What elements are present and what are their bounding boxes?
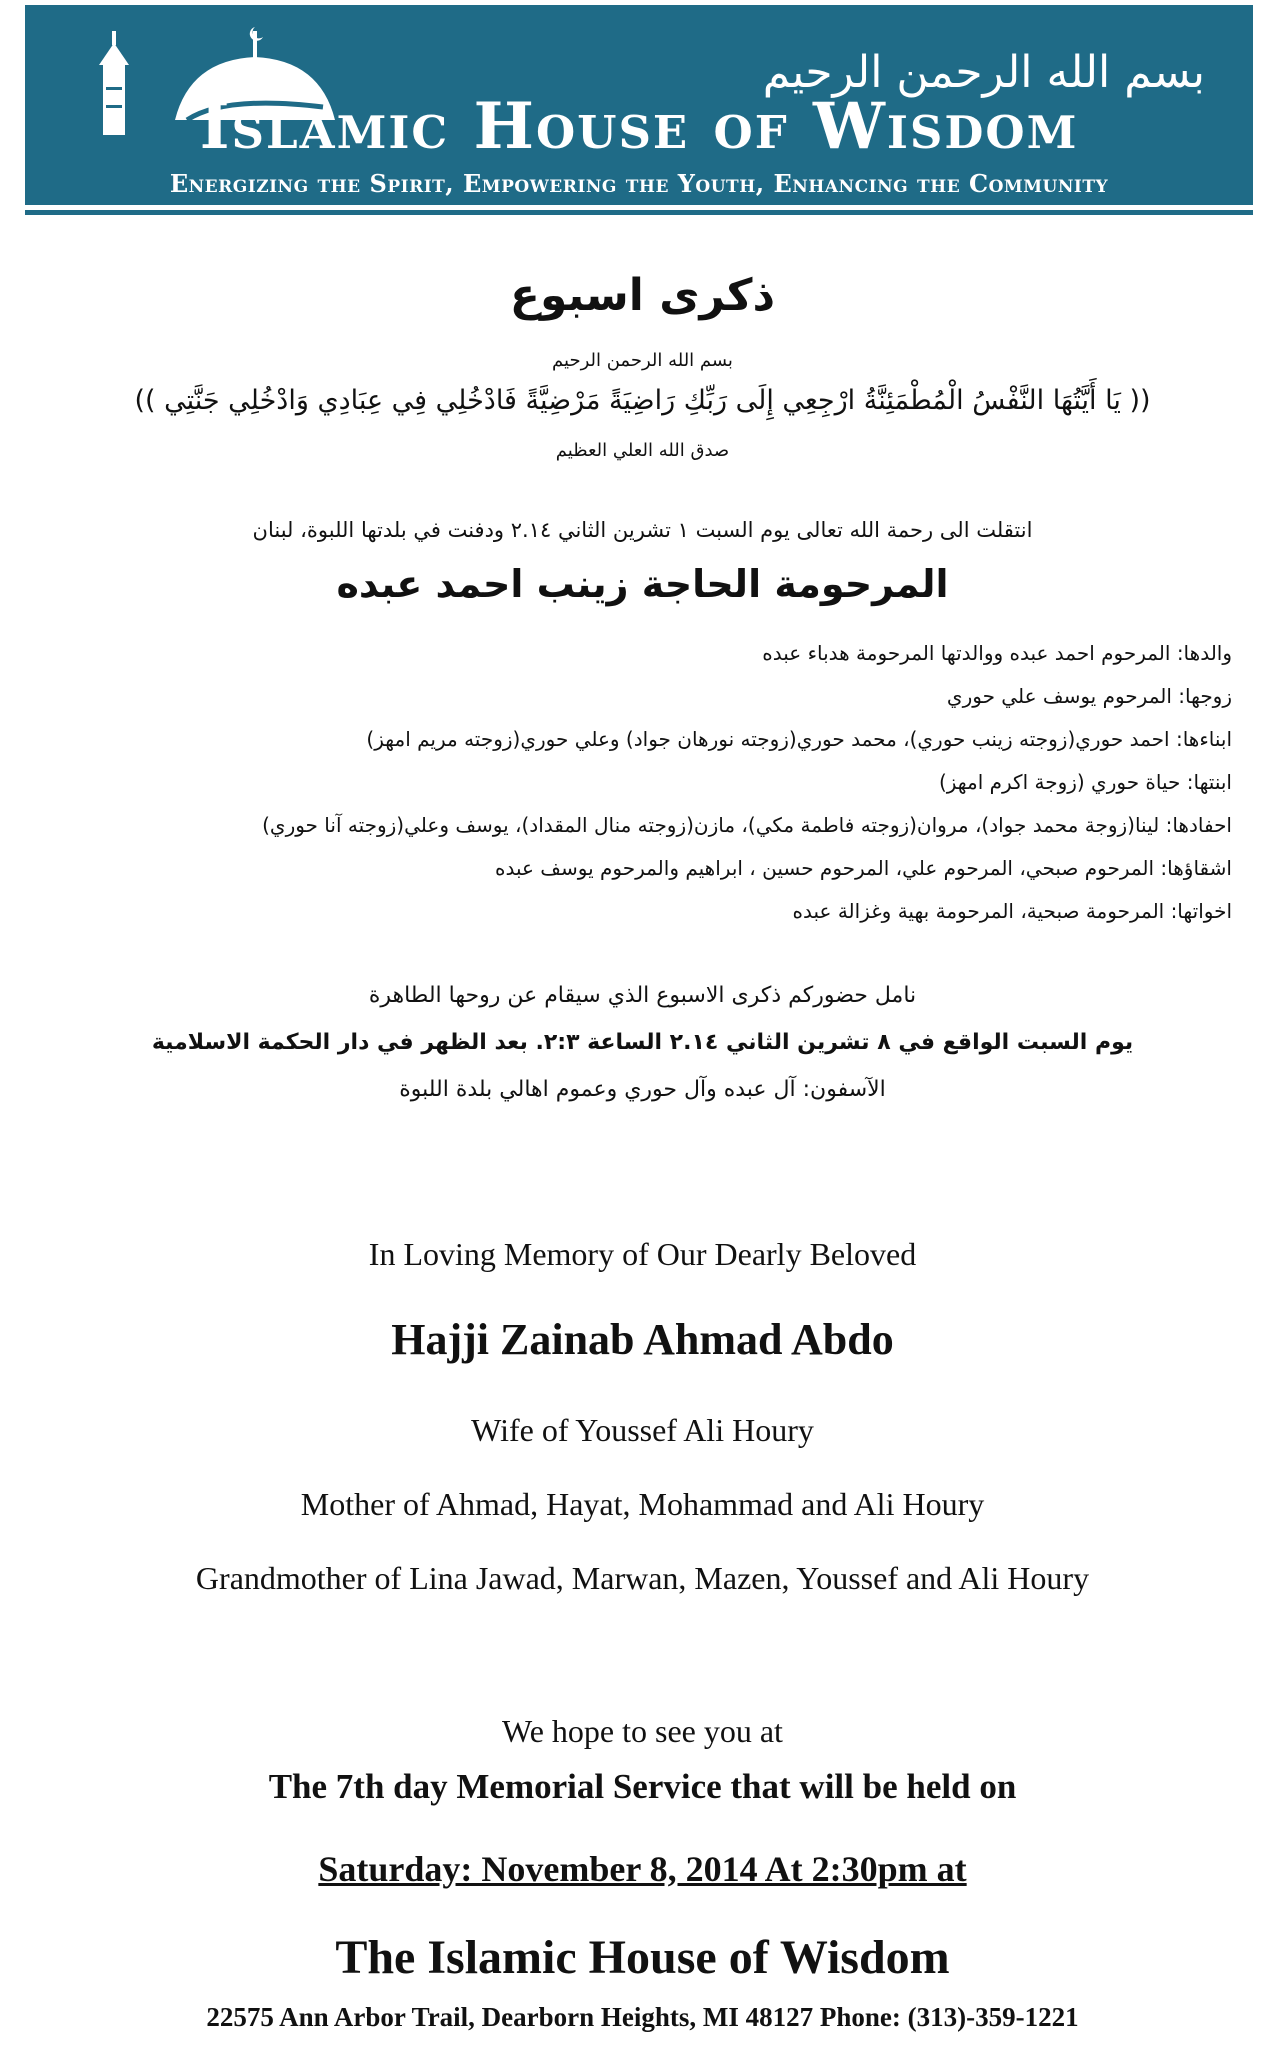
english-venue: The Islamic House of Wisdom xyxy=(335,1931,950,1984)
english-grandmother-of: Grandmother of Lina Jawad, Marwan, Mazen, Youssef and Ali Houry xyxy=(195,1560,1090,1596)
organization-tagline: Energizing the Spirit, Empowering the Youth, Enhancing the Community xyxy=(169,169,1109,198)
header-divider xyxy=(25,210,1253,215)
header-banner xyxy=(25,5,1253,205)
arabic-family-list xyxy=(170,632,1232,933)
family-daughter: ابنتها: حياة حوري (زوجة اكرم امهز) xyxy=(938,770,1232,794)
english-hope: We hope to see you at xyxy=(502,1713,783,1749)
family-parents: والدها: المرحوم احمد عبده ووالدتها المرحومة هدباء عبده xyxy=(762,641,1232,665)
arabic-invite: نامل حضوركم ذكرى الاسبوع الذي سيقام عن روحها الطاهرة xyxy=(368,983,917,1008)
english-address: 22575 Ann Arbor Trail, Dearborn Heights, MI 48127 Phone: (313)-359-1221 xyxy=(206,2002,1079,2032)
arabic-sadaq: صدق الله العلي العظيم xyxy=(555,440,730,461)
family-husband: زوجها: المرحوم يوسف علي حوري xyxy=(946,684,1232,708)
calligraphy-basmala: بسم الله الرحمن الرحيم xyxy=(762,47,1205,98)
english-deceased-name: Hajji Zainab Ahmad Abdo xyxy=(391,1315,894,1364)
english-in-memory: In Loving Memory of Our Dearly Beloved xyxy=(368,1236,917,1272)
arabic-deceased-name: المرحومة الحاجة زينب احمد عبده xyxy=(336,562,949,606)
family-sisters: اخواتها: المرحومة صبحية، المرحومة بهية وغزالة عبده xyxy=(792,899,1232,923)
arabic-mourners: الآسفون: آل عبده وآل حوري وعموم اهالي بلدة اللبوة xyxy=(399,1077,886,1102)
arabic-basmala: بسم الله الرحمن الرحيم xyxy=(552,350,733,371)
family-grandchildren: احفادها: لينا(زوجة محمد جواد)، مروان(زوجته فاطمة مكي)، مازن(زوجته منال المقداد)، يوسف وعلي(زوجته آنا حوري) xyxy=(262,813,1232,837)
arabic-verse: (( يَا أَيَّتُهَا النَّفْسُ الْمُطْمَئِنَّةُ ارْجِعِي إِلَى رَبِّكِ رَاضِيَةً مَرْضِيَّةً فَادْخُلِي فِي عِبَادِي وَادْخُلِي جَنَّتِي )) xyxy=(134,385,1151,416)
english-service: The 7th day Memorial Service that will be held on xyxy=(268,1767,1017,1806)
english-mother-of: Mother of Ahmad, Hayat, Mohammad and Ali Houry xyxy=(300,1486,985,1522)
arabic-service-date: يوم السبت الواقع في ٨ تشرين الثاني ٢.١٤ الساعة ٢:٣. بعد الظهر في دار الحكمة الاسلامية xyxy=(151,1030,1134,1055)
english-wife-of: Wife of Youssef Ali Houry xyxy=(471,1412,814,1448)
family-brothers: اشقاؤها: المرحوم صبحي، المرحوم علي، المرحوم حسين ، ابراهيم والمرحوم يوسف عبده xyxy=(494,856,1232,880)
english-service-date: Saturday: November 8, 2014 At 2:30pm at xyxy=(318,1849,967,1889)
family-sons: ابناءها: احمد حوري(زوجته زينب حوري)، محمد حوري(زوجته نورهان جواد) وعلي حوري(زوجته مريم امهز) xyxy=(366,727,1232,751)
organization-title: Islamic House of Wisdom xyxy=(199,89,1079,164)
arabic-announcement: انتقلت الى رحمة الله تعالى يوم السبت ١ تشرين الثاني ٢.١٤ ودفنت في بلدتها اللبوة، لبنان xyxy=(252,518,1033,542)
arabic-title: ذكرى اسبوع xyxy=(509,270,776,321)
